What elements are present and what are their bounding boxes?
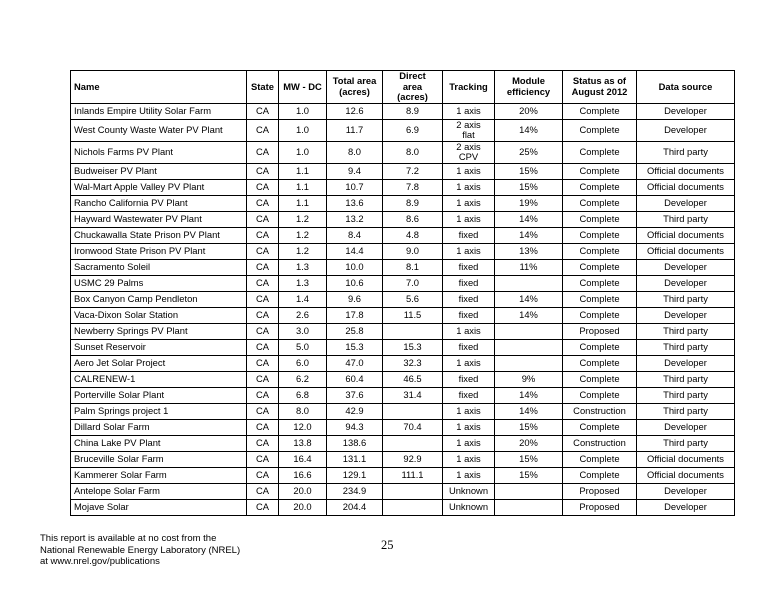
cell-state: CA [247, 419, 279, 435]
header-name: Name [71, 71, 247, 104]
page-number: 25 [381, 538, 394, 552]
cell-mw: 1.3 [279, 275, 327, 291]
cell-direct-area: 8.9 [383, 103, 443, 119]
table-header-row [71, 71, 735, 104]
cell-total-area: 234.9 [327, 483, 383, 499]
cell-direct-area: 7.8 [383, 179, 443, 195]
cell-direct-area [383, 483, 443, 499]
table-row [71, 195, 735, 211]
cell-mw: 1.1 [279, 179, 327, 195]
cell-direct-area: 8.0 [383, 141, 443, 163]
footer-availability-note [40, 533, 240, 568]
cell-state: CA [247, 307, 279, 323]
cell-tracking: Unknown [443, 499, 495, 515]
cell-total-area: 94.3 [327, 419, 383, 435]
cell-tracking: 1 axis [443, 243, 495, 259]
cell-direct-area [383, 403, 443, 419]
cell-name: West County Waste Water PV Plant [71, 119, 247, 141]
header-mw: MW - DC [279, 71, 327, 104]
cell-source: Third party [637, 141, 735, 163]
cell-direct-area: 31.4 [383, 387, 443, 403]
cell-efficiency: 14% [495, 119, 563, 141]
cell-name: Box Canyon Camp Pendleton [71, 291, 247, 307]
table-row [71, 323, 735, 339]
cell-state: CA [247, 387, 279, 403]
cell-status: Complete [563, 307, 637, 323]
cell-name: Mojave Solar [71, 499, 247, 515]
cell-total-area: 9.4 [327, 163, 383, 179]
table-row [71, 387, 735, 403]
cell-source: Third party [637, 211, 735, 227]
cell-mw: 3.0 [279, 323, 327, 339]
cell-source: Official documents [637, 451, 735, 467]
cell-state: CA [247, 119, 279, 141]
table-row [71, 403, 735, 419]
data-table-container [70, 70, 734, 516]
cell-efficiency: 19% [495, 195, 563, 211]
cell-efficiency: 14% [495, 227, 563, 243]
table-row [71, 141, 735, 163]
cell-total-area: 138.6 [327, 435, 383, 451]
cell-source: Official documents [637, 243, 735, 259]
cell-state: CA [247, 163, 279, 179]
cell-total-area: 11.7 [327, 119, 383, 141]
cell-efficiency: 14% [495, 403, 563, 419]
cell-mw: 5.0 [279, 339, 327, 355]
table-row [71, 227, 735, 243]
cell-state: CA [247, 339, 279, 355]
cell-efficiency [495, 355, 563, 371]
cell-status: Proposed [563, 499, 637, 515]
cell-total-area: 12.6 [327, 103, 383, 119]
cell-direct-area: 5.6 [383, 291, 443, 307]
cell-state: CA [247, 259, 279, 275]
cell-total-area: 8.4 [327, 227, 383, 243]
table-row [71, 483, 735, 499]
cell-tracking: 1 axis [443, 435, 495, 451]
cell-efficiency: 20% [495, 103, 563, 119]
cell-mw: 1.0 [279, 119, 327, 141]
cell-source: Developer [637, 419, 735, 435]
cell-direct-area: 70.4 [383, 419, 443, 435]
cell-mw: 20.0 [279, 483, 327, 499]
cell-mw: 13.8 [279, 435, 327, 451]
cell-tracking: 1 axis [443, 323, 495, 339]
table-row [71, 435, 735, 451]
cell-state: CA [247, 451, 279, 467]
cell-efficiency: 14% [495, 307, 563, 323]
cell-name: Hayward Wastewater PV Plant [71, 211, 247, 227]
solar-projects-table [70, 70, 735, 516]
cell-efficiency: 15% [495, 467, 563, 483]
cell-state: CA [247, 103, 279, 119]
cell-source: Developer [637, 195, 735, 211]
cell-mw: 1.2 [279, 211, 327, 227]
cell-mw: 20.0 [279, 499, 327, 515]
cell-name: Wal-Mart Apple Valley PV Plant [71, 179, 247, 195]
cell-tracking: fixed [443, 307, 495, 323]
cell-mw: 1.4 [279, 291, 327, 307]
header-direct-area: Direct area (acres) [383, 71, 443, 104]
cell-status: Complete [563, 451, 637, 467]
cell-name: Sacramento Soleil [71, 259, 247, 275]
cell-tracking: 1 axis [443, 163, 495, 179]
cell-mw: 8.0 [279, 403, 327, 419]
cell-name: Budweiser PV Plant [71, 163, 247, 179]
cell-efficiency [495, 339, 563, 355]
cell-efficiency: 14% [495, 211, 563, 227]
cell-tracking: fixed [443, 291, 495, 307]
cell-total-area: 15.3 [327, 339, 383, 355]
cell-efficiency [495, 275, 563, 291]
cell-source: Third party [637, 435, 735, 451]
cell-total-area: 9.6 [327, 291, 383, 307]
header-total-area: Total area (acres) [327, 71, 383, 104]
table-row [71, 259, 735, 275]
cell-efficiency [495, 483, 563, 499]
table-row [71, 119, 735, 141]
cell-direct-area: 7.0 [383, 275, 443, 291]
cell-name: Bruceville Solar Farm [71, 451, 247, 467]
cell-mw: 1.1 [279, 163, 327, 179]
cell-efficiency: 14% [495, 387, 563, 403]
table-row [71, 371, 735, 387]
cell-name: Inlands Empire Utility Solar Farm [71, 103, 247, 119]
cell-name: Newberry Springs PV Plant [71, 323, 247, 339]
header-status: Status as of August 2012 [563, 71, 637, 104]
cell-mw: 6.0 [279, 355, 327, 371]
cell-total-area: 129.1 [327, 467, 383, 483]
cell-source: Developer [637, 355, 735, 371]
cell-name: Chuckawalla State Prison PV Plant [71, 227, 247, 243]
table-row [71, 499, 735, 515]
cell-tracking: fixed [443, 371, 495, 387]
cell-mw: 1.0 [279, 141, 327, 163]
cell-mw: 6.8 [279, 387, 327, 403]
cell-direct-area: 4.8 [383, 227, 443, 243]
cell-state: CA [247, 243, 279, 259]
cell-tracking: fixed [443, 275, 495, 291]
cell-source: Third party [637, 403, 735, 419]
cell-efficiency: 9% [495, 371, 563, 387]
cell-source: Third party [637, 323, 735, 339]
table-row [71, 339, 735, 355]
cell-direct-area: 7.2 [383, 163, 443, 179]
header-tracking: Tracking [443, 71, 495, 104]
cell-source: Third party [637, 387, 735, 403]
table-row [71, 291, 735, 307]
cell-state: CA [247, 435, 279, 451]
cell-efficiency: 20% [495, 435, 563, 451]
cell-total-area: 25.8 [327, 323, 383, 339]
cell-status: Complete [563, 259, 637, 275]
cell-status: Complete [563, 419, 637, 435]
cell-status: Complete [563, 103, 637, 119]
cell-tracking: fixed [443, 227, 495, 243]
cell-status: Complete [563, 355, 637, 371]
cell-state: CA [247, 195, 279, 211]
cell-mw: 1.1 [279, 195, 327, 211]
cell-name: Vaca-Dixon Solar Station [71, 307, 247, 323]
cell-status: Complete [563, 387, 637, 403]
cell-direct-area: 8.9 [383, 195, 443, 211]
cell-total-area: 60.4 [327, 371, 383, 387]
cell-source: Developer [637, 103, 735, 119]
cell-state: CA [247, 323, 279, 339]
table-row [71, 307, 735, 323]
table-body [71, 103, 735, 515]
cell-state: CA [247, 179, 279, 195]
cell-source: Third party [637, 339, 735, 355]
cell-tracking: 1 axis [443, 451, 495, 467]
cell-status: Complete [563, 211, 637, 227]
cell-name: Rancho California PV Plant [71, 195, 247, 211]
cell-source: Developer [637, 499, 735, 515]
cell-name: Dillard Solar Farm [71, 419, 247, 435]
cell-direct-area: 111.1 [383, 467, 443, 483]
cell-name: Antelope Solar Farm [71, 483, 247, 499]
cell-name: Ironwood State Prison PV Plant [71, 243, 247, 259]
cell-status: Complete [563, 141, 637, 163]
cell-total-area: 14.4 [327, 243, 383, 259]
cell-source: Developer [637, 275, 735, 291]
cell-source: Developer [637, 483, 735, 499]
cell-total-area: 10.6 [327, 275, 383, 291]
cell-state: CA [247, 141, 279, 163]
table-row [71, 243, 735, 259]
cell-total-area: 131.1 [327, 451, 383, 467]
table-row [71, 275, 735, 291]
cell-source: Developer [637, 259, 735, 275]
table-row [71, 103, 735, 119]
cell-efficiency: 25% [495, 141, 563, 163]
cell-source: Third party [637, 371, 735, 387]
cell-tracking: 1 axis [443, 211, 495, 227]
header-efficiency: Module efficiency [495, 71, 563, 104]
cell-state: CA [247, 483, 279, 499]
cell-status: Construction [563, 403, 637, 419]
cell-direct-area: 46.5 [383, 371, 443, 387]
cell-state: CA [247, 355, 279, 371]
table-row [71, 163, 735, 179]
cell-state: CA [247, 403, 279, 419]
cell-direct-area: 32.3 [383, 355, 443, 371]
cell-status: Complete [563, 371, 637, 387]
table-row [71, 355, 735, 371]
cell-efficiency: 11% [495, 259, 563, 275]
cell-direct-area [383, 323, 443, 339]
cell-name: Aero Jet Solar Project [71, 355, 247, 371]
header-source: Data source [637, 71, 735, 104]
cell-direct-area: 9.0 [383, 243, 443, 259]
footer-note-line: This report is available at no cost from the [40, 533, 217, 544]
cell-status: Construction [563, 435, 637, 451]
cell-tracking: fixed [443, 387, 495, 403]
cell-name: USMC 29 Palms [71, 275, 247, 291]
cell-name: China Lake PV Plant [71, 435, 247, 451]
cell-state: CA [247, 227, 279, 243]
cell-tracking: fixed [443, 259, 495, 275]
cell-tracking: Unknown [443, 483, 495, 499]
cell-state: CA [247, 211, 279, 227]
cell-status: Proposed [563, 323, 637, 339]
header-state: State [247, 71, 279, 104]
cell-status: Complete [563, 243, 637, 259]
cell-tracking: 2 axis CPV [443, 141, 495, 163]
cell-tracking: 2 axis flat [443, 119, 495, 141]
cell-source: Official documents [637, 467, 735, 483]
cell-efficiency: 14% [495, 291, 563, 307]
table-row [71, 467, 735, 483]
cell-status: Complete [563, 275, 637, 291]
cell-direct-area: 11.5 [383, 307, 443, 323]
cell-mw: 16.6 [279, 467, 327, 483]
cell-tracking: 1 axis [443, 419, 495, 435]
cell-status: Complete [563, 467, 637, 483]
cell-status: Complete [563, 179, 637, 195]
cell-direct-area: 15.3 [383, 339, 443, 355]
table-row [71, 451, 735, 467]
cell-source: Official documents [637, 163, 735, 179]
cell-tracking: 1 axis [443, 355, 495, 371]
cell-state: CA [247, 499, 279, 515]
table-row [71, 419, 735, 435]
cell-mw: 1.3 [279, 259, 327, 275]
cell-total-area: 13.6 [327, 195, 383, 211]
cell-direct-area [383, 435, 443, 451]
table-row [71, 211, 735, 227]
cell-name: Palm Springs project 1 [71, 403, 247, 419]
cell-mw: 1.2 [279, 227, 327, 243]
cell-source: Third party [637, 291, 735, 307]
cell-state: CA [247, 275, 279, 291]
cell-mw: 1.2 [279, 243, 327, 259]
cell-mw: 1.0 [279, 103, 327, 119]
cell-efficiency: 15% [495, 451, 563, 467]
cell-state: CA [247, 371, 279, 387]
cell-source: Developer [637, 119, 735, 141]
cell-mw: 6.2 [279, 371, 327, 387]
cell-status: Complete [563, 339, 637, 355]
cell-tracking: 1 axis [443, 467, 495, 483]
cell-efficiency: 15% [495, 163, 563, 179]
cell-status: Complete [563, 195, 637, 211]
footer-note-line: at www.nrel.gov/publications [40, 556, 160, 567]
table-row [71, 179, 735, 195]
cell-total-area: 42.9 [327, 403, 383, 419]
cell-total-area: 13.2 [327, 211, 383, 227]
cell-direct-area: 92.9 [383, 451, 443, 467]
cell-mw: 2.6 [279, 307, 327, 323]
cell-total-area: 8.0 [327, 141, 383, 163]
cell-tracking: 1 axis [443, 103, 495, 119]
cell-state: CA [247, 291, 279, 307]
cell-total-area: 37.6 [327, 387, 383, 403]
cell-state: CA [247, 467, 279, 483]
cell-name: Porterville Solar Plant [71, 387, 247, 403]
cell-status: Proposed [563, 483, 637, 499]
cell-tracking: 1 axis [443, 179, 495, 195]
cell-mw: 16.4 [279, 451, 327, 467]
cell-name: Nichols Farms PV Plant [71, 141, 247, 163]
cell-status: Complete [563, 227, 637, 243]
cell-mw: 12.0 [279, 419, 327, 435]
cell-efficiency: 15% [495, 179, 563, 195]
cell-name: CALRENEW-1 [71, 371, 247, 387]
cell-status: Complete [563, 163, 637, 179]
cell-total-area: 10.7 [327, 179, 383, 195]
cell-direct-area: 6.9 [383, 119, 443, 141]
cell-direct-area: 8.1 [383, 259, 443, 275]
cell-name: Kammerer Solar Farm [71, 467, 247, 483]
cell-source: Official documents [637, 227, 735, 243]
footer-note-line: National Renewable Energy Laboratory (NREL) [40, 544, 241, 556]
cell-tracking: fixed [443, 339, 495, 355]
cell-tracking: 1 axis [443, 195, 495, 211]
cell-efficiency [495, 499, 563, 515]
cell-direct-area [383, 499, 443, 515]
cell-total-area: 10.0 [327, 259, 383, 275]
cell-efficiency [495, 323, 563, 339]
cell-tracking: 1 axis [443, 403, 495, 419]
cell-efficiency: 15% [495, 419, 563, 435]
cell-status: Complete [563, 119, 637, 141]
cell-source: Developer [637, 307, 735, 323]
cell-status: Complete [563, 291, 637, 307]
cell-total-area: 47.0 [327, 355, 383, 371]
cell-direct-area: 8.6 [383, 211, 443, 227]
cell-name: Sunset Reservoir [71, 339, 247, 355]
cell-source: Official documents [637, 179, 735, 195]
cell-efficiency: 13% [495, 243, 563, 259]
cell-total-area: 17.8 [327, 307, 383, 323]
cell-total-area: 204.4 [327, 499, 383, 515]
